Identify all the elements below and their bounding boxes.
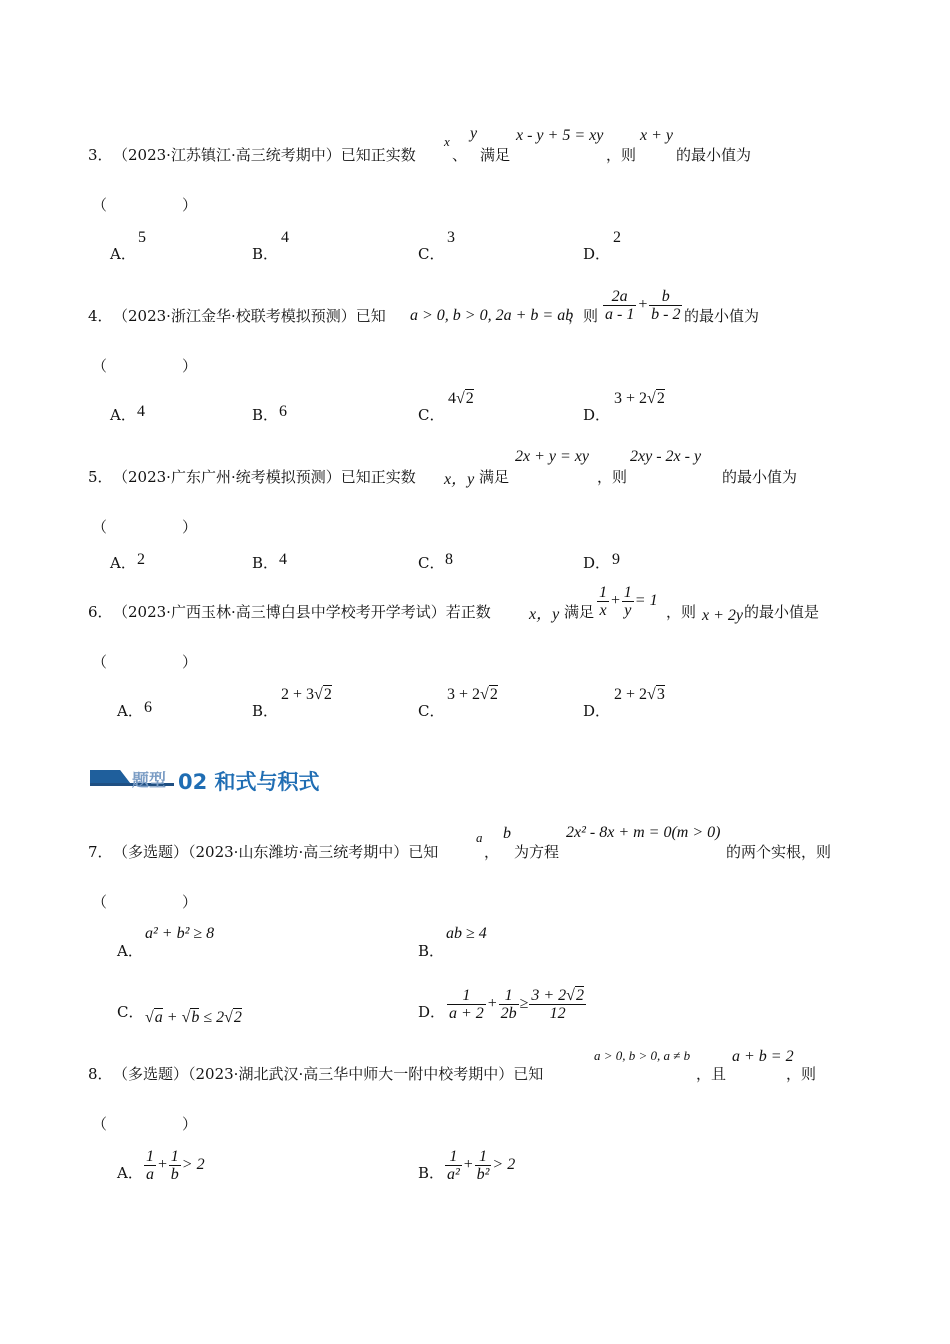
option-c-value: 4√2 <box>448 390 474 407</box>
answer-paren: （ ） <box>92 518 198 536</box>
option-a-label: A． <box>117 1164 143 1182</box>
option-c-label: C． <box>418 406 445 424</box>
target-expression: x + 2y <box>702 607 743 624</box>
option-b-label: B． <box>418 942 445 960</box>
question-source: （2023·广东广州·统考模拟预测）已知正实数 <box>113 468 416 486</box>
option-b-value: 6 <box>279 403 287 420</box>
question-number: 4． <box>88 307 113 325</box>
option-a-label: A． <box>110 245 136 263</box>
then-text: ，则 <box>597 468 628 486</box>
option-d-value: 2 + 2√3 <box>614 686 665 703</box>
option-d-value: 9 <box>612 551 620 568</box>
option-b-value: $\frac{1}{\text{a²}}$ + $\frac{1}{\text{b²}}$ > 2 <box>447 1148 516 1183</box>
option-a-value: 5 <box>138 229 146 246</box>
answer-paren: （ ） <box>92 653 198 671</box>
question-source: （多选题）（2023·山东潍坊·高三统考期中）已知 <box>113 843 439 861</box>
option-a-label: A． <box>110 406 136 424</box>
condition-formula: 2x + y = xy <box>515 448 589 465</box>
option-d-label: D． <box>583 406 611 424</box>
option-d-value: 3 + 2√2 <box>614 390 665 407</box>
option-c-value: √a + √b ≤ 2√2 <box>145 1009 242 1026</box>
mid-text: 为方程 <box>514 843 560 861</box>
option-d-label: D． <box>418 1003 446 1021</box>
option-c-label: C． <box>418 554 445 572</box>
answer-paren: （ ） <box>92 893 198 911</box>
and-text: ，且 <box>696 1065 727 1083</box>
option-a-value: $\frac{1}{a}$ + $\frac{1}{b}$ > 2 <box>146 1148 205 1183</box>
question-number: 8． <box>88 1065 113 1083</box>
separator: 、 <box>452 146 468 164</box>
condition-formula: x - y + 5 = xy <box>516 127 604 144</box>
option-a-value: 4 <box>137 403 145 420</box>
option-c-value: 3 + 2√2 <box>447 686 498 703</box>
option-c-value: 3 <box>447 229 455 246</box>
var-x: x <box>444 134 450 149</box>
option-b-value: 2 + 3√2 <box>281 686 332 703</box>
question-number: 6． <box>88 603 113 621</box>
ask-text: 的最小值为 <box>684 307 760 325</box>
option-a-label: A． <box>117 702 143 720</box>
option-a-value: a² + b² ≥ 8 <box>145 925 215 942</box>
condition-formula: a > 0, b > 0, 2a + b = ab <box>410 307 574 324</box>
option-b-label: B． <box>252 554 279 572</box>
variables: x，y <box>444 471 475 488</box>
condition-formula-2: a + b = 2 <box>732 1048 794 1065</box>
option-a-label: A． <box>117 942 143 960</box>
then-text: ，则 <box>666 603 697 621</box>
question-number: 5． <box>88 468 113 486</box>
ask-text: 的最小值为 <box>676 146 752 164</box>
condition-label: 满足 <box>480 146 511 164</box>
option-d-label: D． <box>583 554 611 572</box>
target-expression: $\frac{2a}{a - 1}$ + $\frac{b}{b - 2}$ <box>605 288 681 323</box>
option-c-value: 8 <box>445 551 453 568</box>
option-b-label: B． <box>252 702 279 720</box>
section-tag: 题型 <box>132 771 166 791</box>
option-b-value: 4 <box>281 229 289 246</box>
question-number: 7． <box>88 843 113 861</box>
condition-label: 满足 <box>479 468 510 486</box>
option-b-label: B． <box>418 1164 445 1182</box>
option-c-label: C． <box>418 702 445 720</box>
option-c-label: C． <box>117 1003 144 1021</box>
comma: ， <box>484 843 500 861</box>
option-a-label: A． <box>110 554 136 572</box>
option-d-label: D． <box>583 702 611 720</box>
equation: 2x² - 8x + m = 0(m > 0) <box>566 824 721 841</box>
var-y: y <box>470 125 478 142</box>
ask-text: 的最小值为 <box>722 468 798 486</box>
var-a: a <box>476 830 483 845</box>
then-text: ，则 <box>568 307 599 325</box>
condition-formula: $\frac{1}{x}$ + $\frac{1}{y}$ = 1 <box>599 584 658 619</box>
question-source: （2023·江苏镇江·高三统考期中）已知正实数 <box>113 146 416 164</box>
target-expression: 2xy - 2x - y <box>630 448 702 465</box>
option-b-value: ab ≥ 4 <box>446 925 487 942</box>
question-source: （2023·浙江金华·校联考模拟预测）已知 <box>113 307 386 325</box>
question-source: （多选题）（2023·湖北武汉·高三华中师大一附中校考期中）已知 <box>113 1065 544 1083</box>
target-expression: x + y <box>640 127 673 144</box>
answer-paren: （ ） <box>92 357 198 375</box>
condition-formula: a > 0, b > 0, a ≠ b <box>594 1048 691 1063</box>
option-d-value: 2 <box>613 229 621 246</box>
option-d-label: D． <box>583 245 611 263</box>
answer-paren: （ ） <box>92 1115 198 1133</box>
ask-text: 的最小值是 <box>744 603 820 621</box>
question-number: 3． <box>88 146 113 164</box>
question-source: （2023·广西玉林·高三博白县中学校考开学考试）若正数 <box>113 603 491 621</box>
option-b-value: 4 <box>279 551 287 568</box>
section-title: 02 和式与积式 <box>178 770 320 794</box>
option-b-label: B． <box>252 406 279 424</box>
var-b: b <box>503 825 511 842</box>
option-d-value: $\frac{1}{a + 2}$ + $\frac{1}{2b}$ ≥ $\frac{3 + 2√2}{12}$ <box>449 987 584 1022</box>
option-b-label: B． <box>252 245 279 263</box>
option-c-label: C． <box>418 245 445 263</box>
then-text: ，则 <box>606 146 637 164</box>
ask-text: 的两个实根，则 <box>726 843 832 861</box>
variables: x，y <box>529 606 560 623</box>
option-a-value: 6 <box>144 699 152 716</box>
answer-paren: （ ） <box>92 196 198 214</box>
condition-label: 满足 <box>564 603 595 621</box>
then-text: ，则 <box>786 1065 817 1083</box>
option-a-value: 2 <box>137 551 145 568</box>
